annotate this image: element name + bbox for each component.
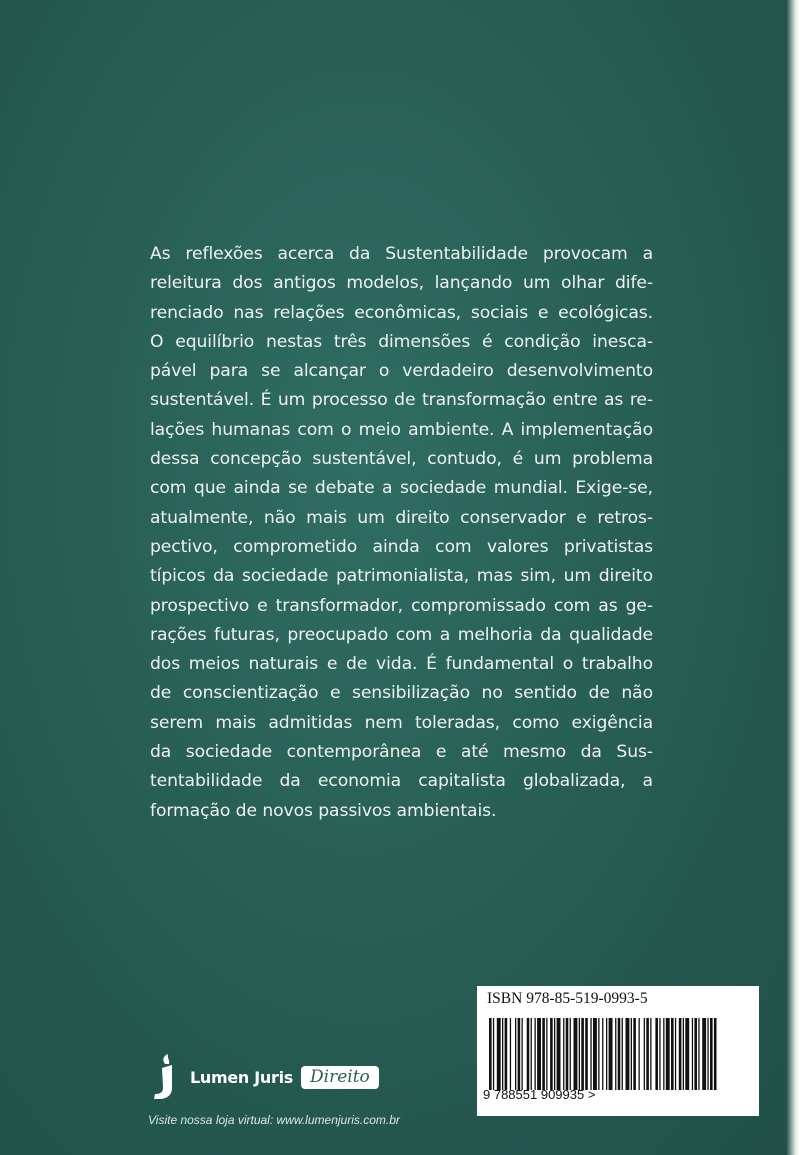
blurb-line: típicos da sociedade patrimonialista, mas sim, um direito (150, 566, 653, 587)
blurb-line: da sociedade contemporânea e até mesmo da Sus- (150, 742, 653, 763)
blurb-line: pável para se alcançar o verdadeiro desenvolvimento (150, 361, 653, 382)
blurb-line: com que ainda se debate a sociedade mundial. Exige-se, (150, 478, 653, 499)
isbn-barcode-box (477, 986, 759, 1116)
blurb-line: formação de novos passivos ambientais. (150, 800, 497, 821)
blurb-line: As reflexões acerca da Sustentabilidade provocam a (150, 244, 653, 264)
isbn-label: ISBN 978-85-519-0993-5 (487, 990, 648, 1007)
blurb-line: renciado nas relações econômicas, sociais e ecológicas. (150, 302, 653, 323)
imprint-badge: Direito (301, 1066, 379, 1089)
blurb-line: atualmente, não mais um direito conservador e retros- (150, 507, 653, 528)
blurb-line: O equilíbrio nestas três dimensões é condição inesca- (150, 331, 653, 352)
blurb-line: rações futuras, preocupado com a melhoria da qualidade (150, 624, 653, 645)
barcode-digits: 9 788551 909935 > (483, 1087, 596, 1102)
page-edge (786, 0, 800, 1155)
blurb-line: lações humanas com o meio ambiente. A implementação (150, 419, 653, 440)
blurb-line: de conscientização e sensibilização no sentido de não (150, 683, 653, 704)
lumen-juris-logo-icon (148, 1054, 182, 1100)
blurb-line: pectivo, comprometido ainda com valores privatistas (150, 536, 653, 557)
barcode-icon (489, 1018, 719, 1090)
publisher-name: Lumen Juris (190, 1067, 294, 1087)
publisher-tagline: Visite nossa loja virtual: www.lumenjuris.com.br (148, 1113, 400, 1127)
blurb-line: prospectivo e transformador, compromissado com as ge- (150, 595, 653, 616)
blurb-line: serem mais admitidas nem toleradas, como exigência (150, 712, 653, 733)
blurb-paragraph (150, 240, 653, 826)
blurb-line: tentabilidade da economia capitalista globalizada, a (150, 771, 653, 792)
blurb-line: sustentável. É um processo de transformação entre as re- (150, 390, 653, 411)
publisher-logo (148, 1052, 379, 1102)
blurb-line: dos meios naturais e de vida. É fundamental o trabalho (150, 654, 653, 675)
blurb-line: dessa concepção sustentável, contudo, é um problema (150, 449, 653, 470)
blurb-line: releitura dos antigos modelos, lançando um olhar dife- (150, 273, 653, 294)
